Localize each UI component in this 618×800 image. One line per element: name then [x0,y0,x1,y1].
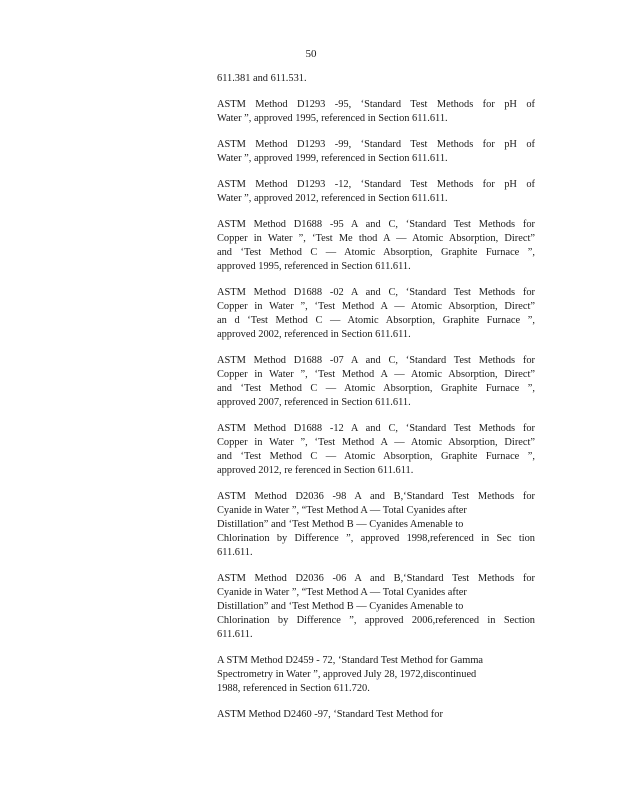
entry-line: Cyanide in Water ”, “Test Method A — Total Cyanides after [217,587,467,598]
entry-line: Chlorination by Difference ”, approved 1998,referenced in Sec tion [217,533,535,544]
document-body [217,72,535,722]
reference-entry-6 [217,354,535,410]
entry-line: ASTM Method D1688 -12 A and C, ‘Standard Test Methods for [217,423,535,434]
entry-line: 611.381 and 611.531. [217,73,307,84]
reference-entry-11 [217,708,535,722]
entry-line: 611.611. [217,629,253,640]
entry-line: Water ”, approved 1995, referenced in Section 611.611. [217,113,448,124]
entry-line: and ‘Test Method C — Atomic Absorption, Graphite Furnace ”, [217,383,535,394]
entry-line: approved 1995, referenced in Section 611.611. [217,261,411,272]
reference-entry-5 [217,286,535,342]
reference-entry-7 [217,422,535,478]
entry-line: ASTM Method D1293 -12, ‘Standard Test Methods for pH of [217,179,535,190]
entry-line: ASTM Method D1688 -02 A and C, ‘Standard Test Methods for [217,287,535,298]
entry-line: approved 2007, referenced in Section 611.611. [217,397,411,408]
entry-line: Distillation” and ‘Test Method B — Cyanides Amenable to [217,519,464,530]
entry-line: ASTM Method D2460 -97, ‘Standard Test Method for [217,709,443,720]
entry-line: an d ‘Test Method C — Atomic Absorption, Graphite Furnace ”, [217,315,535,326]
entry-line: Spectrometry in Water ”, approved July 28, 1972,discontinued [217,669,477,680]
entry-line: and ‘Test Method C — Atomic Absorption, Graphite Furnace ”, [217,451,535,462]
entry-line: A STM Method D2459 - 72, ‘Standard Test Method for Gamma [217,655,484,666]
entry-line: ASTM Method D1688 -07 A and C, ‘Standard Test Methods for [217,355,535,366]
entry-line: Copper in Water ”, ‘Test Method A — Atomic Absorption, Direct” [217,369,535,380]
reference-entry-8 [217,490,535,560]
entry-line: ASTM Method D1293 -95, ‘Standard Test Methods for pH of [217,99,535,110]
entry-line: approved 2002, referenced in Section 611.611. [217,329,411,340]
entry-line: ASTM Method D1688 -95 A and C, ‘Standard Test Methods for [217,219,535,230]
entry-line: 1988, referenced in Section 611.720. [217,683,370,694]
entry-line: ASTM Method D1293 -99, ‘Standard Test Methods for pH of [217,139,535,150]
entry-line: Cyanide in Water ”, “Test Method A — Total Cyanides after [217,505,467,516]
entry-line: Water ”, approved 1999, referenced in Section 611.611. [217,153,448,164]
entry-line: 611.611. [217,547,253,558]
reference-entry-3 [217,178,535,206]
entry-line: Copper in Water ”, ‘Test Method A — Atomic Absorption, Direct” [217,301,535,312]
reference-entry-4 [217,218,535,274]
entry-line: Chlorination by Difference ”, approved 2006,referenced in Section [217,615,535,626]
reference-entry-9 [217,572,535,642]
entry-line: Water ”, approved 2012, referenced in Section 611.611. [217,193,448,204]
entry-line: ASTM Method D2036 -06 A and B,‘Standard Test Methods for [217,573,535,584]
reference-entry-10 [217,654,535,696]
entry-line: ASTM Method D2036 -98 A and B,‘Standard Test Methods for [217,491,535,502]
reference-entry-1 [217,98,535,126]
entry-line: approved 2012, re ferenced in Section 611.611. [217,465,414,476]
entry-line: and ‘Test Method C — Atomic Absorption, Graphite Furnace ”, [217,247,535,258]
page-number: 50 [305,48,317,60]
reference-entry-2 [217,138,535,166]
entry-line: Copper in Water ”, ‘Test Method A — Atomic Absorption, Direct” [217,437,535,448]
entry-line: Copper in Water ”, ‘Test Me thod A — Atomic Absorption, Direct” [217,233,535,244]
reference-entry-0 [217,72,535,86]
entry-line: Distillation” and ‘Test Method B — Cyanides Amenable to [217,601,464,612]
